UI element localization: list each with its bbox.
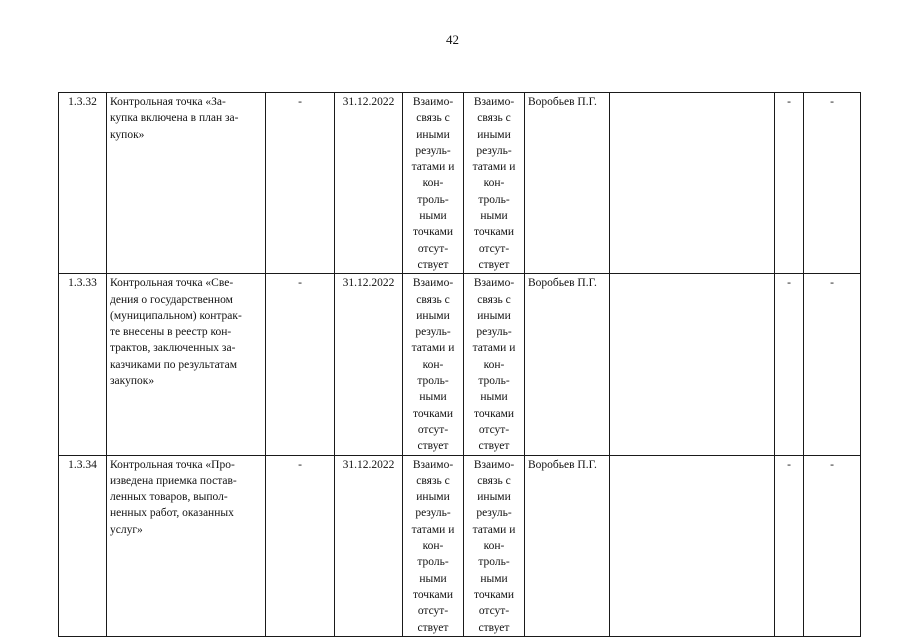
column-8-value — [610, 274, 775, 455]
control-points-table — [58, 92, 861, 637]
control-point-name — [107, 93, 266, 274]
control-point-name-line: (муниципальном) контрак- — [110, 309, 242, 322]
relationship-note-1-line: кон- — [422, 358, 444, 371]
relationship-note-2-line: связь с — [477, 293, 511, 306]
relationship-note-1-line: резуль- — [415, 326, 451, 339]
control-point-name-line: ленных товаров, выпол- — [110, 491, 228, 504]
column-9-value: - — [775, 93, 804, 274]
control-point-name-line: услуг» — [110, 523, 143, 536]
relationship-note-2-line: иными — [477, 128, 511, 141]
row-number: 1.3.32 — [59, 93, 107, 274]
relationship-note-1-line: отсут- — [417, 423, 449, 436]
relationship-note-1-line: связь с — [416, 293, 450, 306]
relationship-note-2-line: отсут- — [478, 242, 510, 255]
responsible-person: Воробьев П.Г. — [525, 455, 610, 636]
relationship-note-1-line: отсут- — [417, 242, 449, 255]
table-body — [59, 93, 861, 637]
column-9-value: - — [775, 455, 804, 636]
column-10-value: - — [804, 93, 861, 274]
column-3-value: - — [266, 455, 335, 636]
relationship-note-2-line: кон- — [483, 177, 505, 190]
relationship-note-2-line: татами и — [472, 342, 516, 355]
relationship-note-2-line: связь с — [477, 112, 511, 125]
relationship-note-1-line: точками — [412, 407, 454, 420]
control-point-name-line: изведена приемка постав- — [110, 474, 237, 487]
relationship-note-1-line: точками — [412, 226, 454, 239]
relationship-note-2-line: кон- — [483, 358, 505, 371]
relationship-note-2-line: ными — [480, 391, 508, 404]
column-10-value: - — [804, 455, 861, 636]
relationship-note-1-line: отсут- — [417, 605, 449, 618]
control-point-name-line: те внесены в реестр кон- — [110, 326, 232, 339]
relationship-note-2-line: связь с — [477, 474, 511, 487]
relationship-note-2-line: резуль- — [476, 507, 512, 520]
column-3-value: - — [266, 93, 335, 274]
control-point-name-line: купок» — [110, 128, 145, 141]
column-10-value: - — [804, 274, 861, 455]
relationship-note-1 — [403, 93, 464, 274]
relationship-note-2-line: точками — [473, 588, 515, 601]
relationship-note-2 — [464, 274, 525, 455]
relationship-note-2-line: татами и — [472, 161, 516, 174]
relationship-note-2 — [464, 455, 525, 636]
relationship-note-2-line: отсут- — [478, 605, 510, 618]
relationship-note-2-line: ными — [480, 572, 508, 585]
relationship-note-1-line: резуль- — [415, 507, 451, 520]
relationship-note-2-line: троль- — [478, 193, 510, 206]
relationship-note-2-line: Взаимо- — [473, 96, 515, 108]
relationship-note-2-line: резуль- — [476, 326, 512, 339]
relationship-note-1-line: Взаимо- — [412, 277, 454, 290]
due-date: 31.12.2022 — [335, 455, 403, 636]
relationship-note-1-line: татами и — [411, 342, 455, 355]
relationship-note-1-line: ствует — [417, 621, 449, 634]
relationship-note-1-line: троль- — [417, 556, 449, 569]
control-point-name-line: казчиками по результатам — [110, 358, 237, 371]
column-8-value — [610, 93, 775, 274]
relationship-note-2-line: ствует — [478, 621, 510, 634]
relationship-note-1-line: татами и — [411, 161, 455, 174]
relationship-note-2-line: ными — [480, 210, 508, 223]
relationship-note-1 — [403, 455, 464, 636]
control-point-name-line: трактов, заключенных за- — [110, 342, 236, 355]
relationship-note-1-line: точками — [412, 588, 454, 601]
control-point-name-line: ненных работ, оказанных — [110, 507, 234, 520]
relationship-note-1-line: иными — [416, 128, 450, 141]
relationship-note-2-line: ствует — [478, 258, 510, 271]
relationship-note-1-line: Взаимо- — [412, 458, 454, 471]
relationship-note-1-line: ствует — [417, 440, 449, 453]
relationship-note-2-line: татами и — [472, 523, 516, 536]
relationship-note-1-line: татами и — [411, 523, 455, 536]
relationship-note-2-line: Взаимо- — [473, 277, 515, 290]
relationship-note-1-line: ными — [419, 210, 447, 223]
row-number: 1.3.33 — [59, 274, 107, 455]
relationship-note-1 — [403, 274, 464, 455]
relationship-note-2-line: троль- — [478, 375, 510, 388]
relationship-note-1-line: троль- — [417, 193, 449, 206]
control-point-name — [107, 455, 266, 636]
control-point-name-line: закупок» — [110, 375, 155, 388]
relationship-note-2-line: ствует — [478, 440, 510, 453]
relationship-note-1-line: ными — [419, 572, 447, 585]
responsible-person: Воробьев П.Г. — [525, 93, 610, 274]
relationship-note-2-line: точками — [473, 226, 515, 239]
due-date: 31.12.2022 — [335, 274, 403, 455]
page-number: 42 — [446, 32, 459, 47]
control-point-name-line: дения о государственном — [110, 293, 233, 306]
column-9-value: - — [775, 274, 804, 455]
control-point-name-line: Контрольная точка «За- — [110, 96, 226, 108]
due-date: 31.12.2022 — [335, 93, 403, 274]
table-row — [59, 455, 861, 636]
relationship-note-1-line: троль- — [417, 375, 449, 388]
relationship-note-2-line: Взаимо- — [473, 458, 515, 471]
relationship-note-1-line: ствует — [417, 258, 449, 271]
relationship-note-2 — [464, 93, 525, 274]
row-number: 1.3.34 — [59, 455, 107, 636]
relationship-note-2-line: точками — [473, 407, 515, 420]
relationship-note-2-line: отсут- — [478, 423, 510, 436]
relationship-note-1-line: иными — [416, 309, 450, 322]
control-point-name-line: Контрольная точка «Све- — [110, 277, 234, 290]
relationship-note-1-line: ными — [419, 391, 447, 404]
table-row — [59, 274, 861, 455]
relationship-note-1-line: иными — [416, 491, 450, 504]
relationship-note-2-line: троль- — [478, 556, 510, 569]
responsible-person: Воробьев П.Г. — [525, 274, 610, 455]
column-8-value — [610, 455, 775, 636]
relationship-note-2-line: резуль- — [476, 144, 512, 157]
relationship-note-2-line: кон- — [483, 540, 505, 553]
control-point-name — [107, 274, 266, 455]
column-3-value: - — [266, 274, 335, 455]
relationship-note-1-line: кон- — [422, 540, 444, 553]
relationship-note-1-line: Взаимо- — [412, 96, 454, 108]
relationship-note-2-line: иными — [477, 491, 511, 504]
relationship-note-1-line: кон- — [422, 177, 444, 190]
relationship-note-1-line: резуль- — [415, 144, 451, 157]
control-point-name-line: купка включена в план за- — [110, 112, 239, 125]
relationship-note-2-line: иными — [477, 309, 511, 322]
table-row — [59, 93, 861, 274]
control-point-name-line: Контрольная точка «Про- — [110, 458, 235, 471]
relationship-note-1-line: связь с — [416, 474, 450, 487]
relationship-note-1-line: связь с — [416, 112, 450, 125]
